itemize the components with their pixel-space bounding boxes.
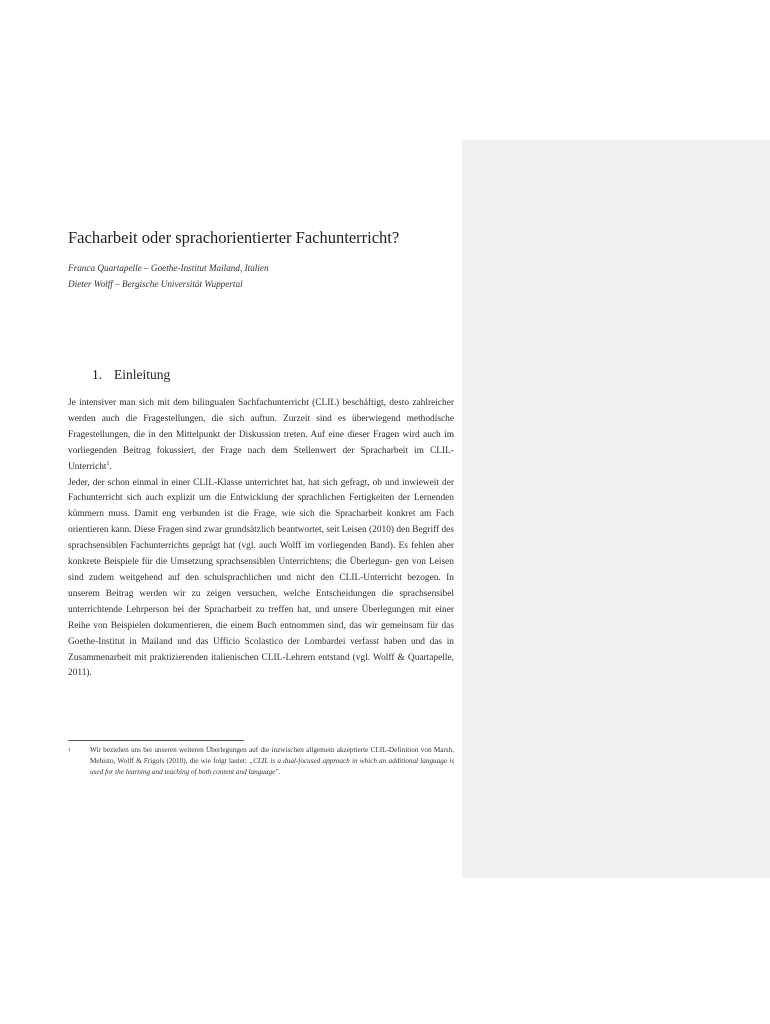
section-number: 1. — [92, 367, 103, 382]
footnote-mark: 1 — [68, 747, 71, 753]
paragraph — [68, 396, 454, 476]
page-title: Facharbeit oder sprachorientierter Fachunterricht? — [68, 228, 400, 247]
footnote-body: Wir beziehen uns bei unseren weiteren Überlegungen auf die inzwischen allgemein akzeptierte CLIL-Definition von Marsh, Mehisto, Wolff & Frigols (2010), die wie folgt lautet: — [90, 746, 454, 766]
author-line: Dieter Wolff – Bergische Universität Wuppertal — [68, 279, 243, 289]
paragraph-text-end: . — [109, 461, 112, 472]
footnote-reference[interactable]: 1 — [106, 460, 110, 467]
footnote-end: . — [278, 768, 281, 777]
footnote — [68, 745, 454, 779]
footnote-separator — [68, 740, 244, 741]
author-line: Franca Quartapelle – Goethe-Institut Mailand, Italien — [68, 263, 269, 273]
paragraph: Jeder, der schon einmal in einer CLIL-Klasse unterrichtet hat, hat sich gefragt, ob und inwieweit der Fachunterricht sich auch explizit um die Entwicklung der sprachlichen Fertigkeiten der Lernenden kümmern muss. Damit eng verbunden ist die Frage, wie sich die Spracharbeit konkret am Fach orientieren kann. Diese Fragen sind zwar grundsätzlich beantwortet, seit Leisen (2010) den Begriff des sprachsensiblen Fachunterrichts geprägt hat (vgl. auch Wolff im vorliegenden Band). Es fehlen aber konkrete Beispiele für die Umsetzung sprachsensiblen Unterrichtens; die Überlegun- gen von Leisen sind zudem weitgehend auf den schulsprachlichen und nicht den CLIL-Unterricht bezogen. In unserem Beitrag werden wir zu zeigen versuchen, welche Entscheidungen die sprachsensibel unterrichtende Lehrperson bei der Spracharbeit zu treffen hat, und unsere Überlegungen mit einer Reihe von Beispielen dokumentieren, die einem Buch entnommen sind, das wir gemeinsam für das Goethe-Institut in Mailand und das Ufficio Scolastico der Lombardei verfasst haben und das in Zusammenarbeit mit praktizierenden italienischen CLIL-Lehrern entstand (vgl. Wolff & Quartapelle, 2011). — [68, 477, 454, 679]
footnote-quote: „CLIL is a dual-focused approach in which an additional language is used for the learning and teaching of both content and language" — [90, 757, 455, 777]
section-title: Einleitung — [114, 367, 171, 382]
paragraph-text: Je intensiver man sich mit dem bilingualen Sachfachunterricht (CLIL) beschäftigt, desto zahlreicher werden auch die Fragestellungen, die sich auftun. Zurzeit sind es überwiegend methodische Fragestellungen, die in den Mittelpunkt der Diskussion treten. Auf eine dieser Fragen wird auch im vorliegenden Beitrag fokussiert, der Frage nach dem Stellenwert der Spracharbeit im CLIL-Unterricht — [68, 398, 454, 472]
comment-pane — [462, 140, 770, 878]
body-text — [68, 396, 454, 682]
section-heading — [92, 366, 170, 384]
author-list — [68, 260, 458, 292]
footnote-text — [90, 745, 454, 779]
